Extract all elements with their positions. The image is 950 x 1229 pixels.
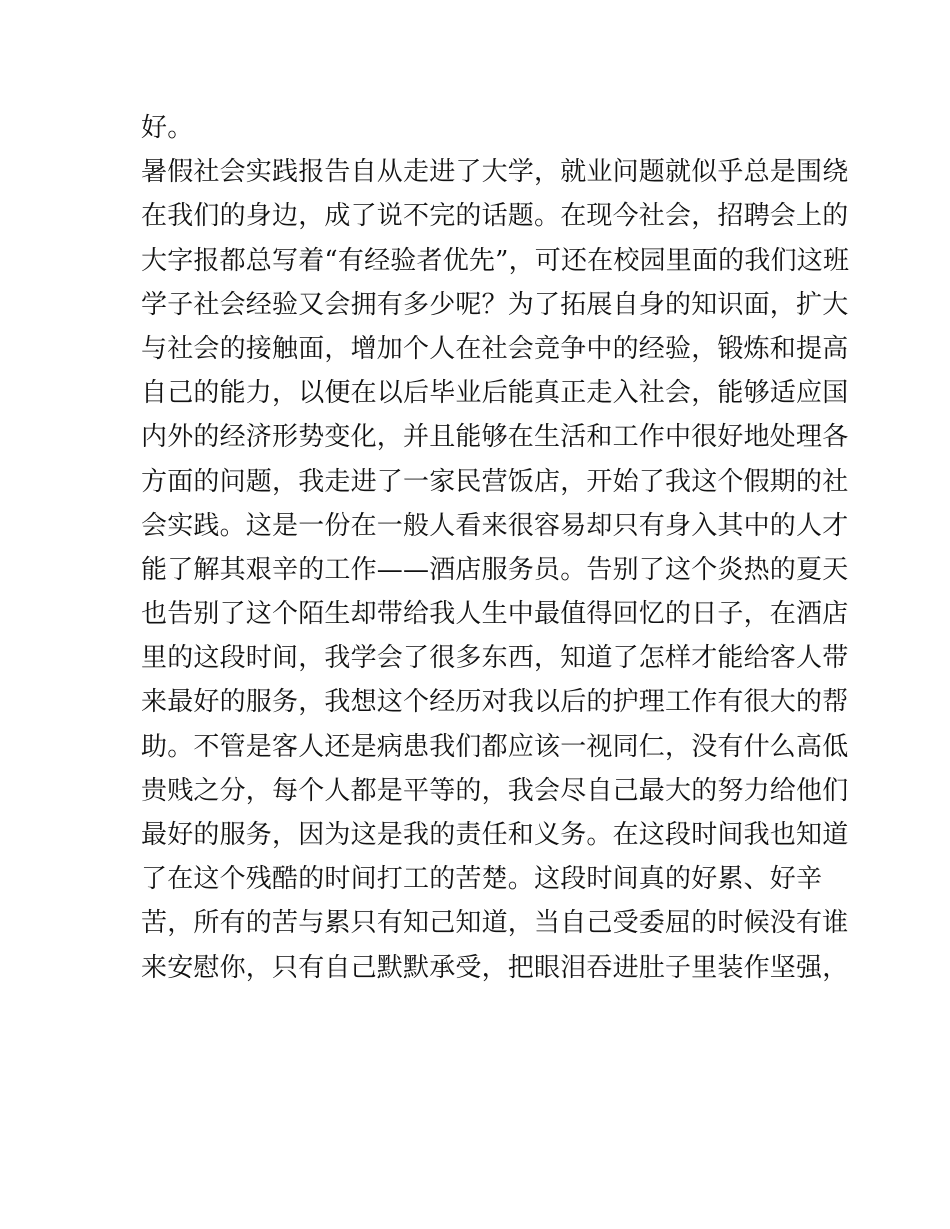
text-line: 学子社会经验又会拥有多少呢？为了拓展自身的知识面，扩大 <box>141 289 849 320</box>
text-line: 暑假社会实践报告自从走进了大学，就业问题就似乎总是围绕 <box>141 157 849 188</box>
text-line: 里的这段时间，我学会了很多东西，知道了怎样才能给客人带 <box>141 643 849 674</box>
text-line: 在我们的身边，成了说不完的话题。在现今社会，招聘会上的 <box>141 201 849 232</box>
text-line: 贵贱之分，每个人都是平等的，我会尽自己最大的努力给他们 <box>141 775 849 806</box>
text-line: 与社会的接触面，增加个人在社会竞争中的经验，锻炼和提高 <box>141 333 849 364</box>
text-line: 也告别了这个陌生却带给我人生中最值得回忆的日子，在酒店 <box>141 599 849 630</box>
text-line: 助。不管是客人还是病患我们都应该一视同仁，没有什么高低 <box>141 731 849 762</box>
text-line: 大字报都总写着“有经验者优先”，可还在校园里面的我们这班 <box>141 245 850 276</box>
text-line: 自己的能力，以便在以后毕业后能真正走入社会，能够适应国 <box>141 378 849 409</box>
text-line: 最好的服务，因为这是我的责任和义务。在这段时间我也知道 <box>141 820 849 850</box>
body-text <box>141 106 850 990</box>
text-line: 会实践。这是一份在一般人看来很容易却只有身入其中的人才 <box>141 510 849 541</box>
text-line: 好。 <box>141 113 194 143</box>
text-line: 苦，所有的苦与累只有知己知道，当自己受委屈的时候没有谁 <box>141 908 849 939</box>
text-line: 来安慰你，只有自己默默承受，把眼泪吞进肚子里装作坚强， <box>141 952 849 983</box>
text-line: 来最好的服务，我想这个经历对我以后的护理工作有很大的帮 <box>141 687 849 718</box>
text-line: 方面的问题，我走进了一家民营饭店，开始了我这个假期的社 <box>141 466 849 497</box>
text-line: 内外的经济形势变化，并且能够在生活和工作中很好地处理各 <box>141 422 849 453</box>
text-line: 能了解其艰辛的工作——酒店服务员。告别了这个炎热的夏天 <box>141 554 849 585</box>
text-line: 了在这个残酷的时间打工的苦楚。这段时间真的好累、好辛 <box>141 864 823 895</box>
